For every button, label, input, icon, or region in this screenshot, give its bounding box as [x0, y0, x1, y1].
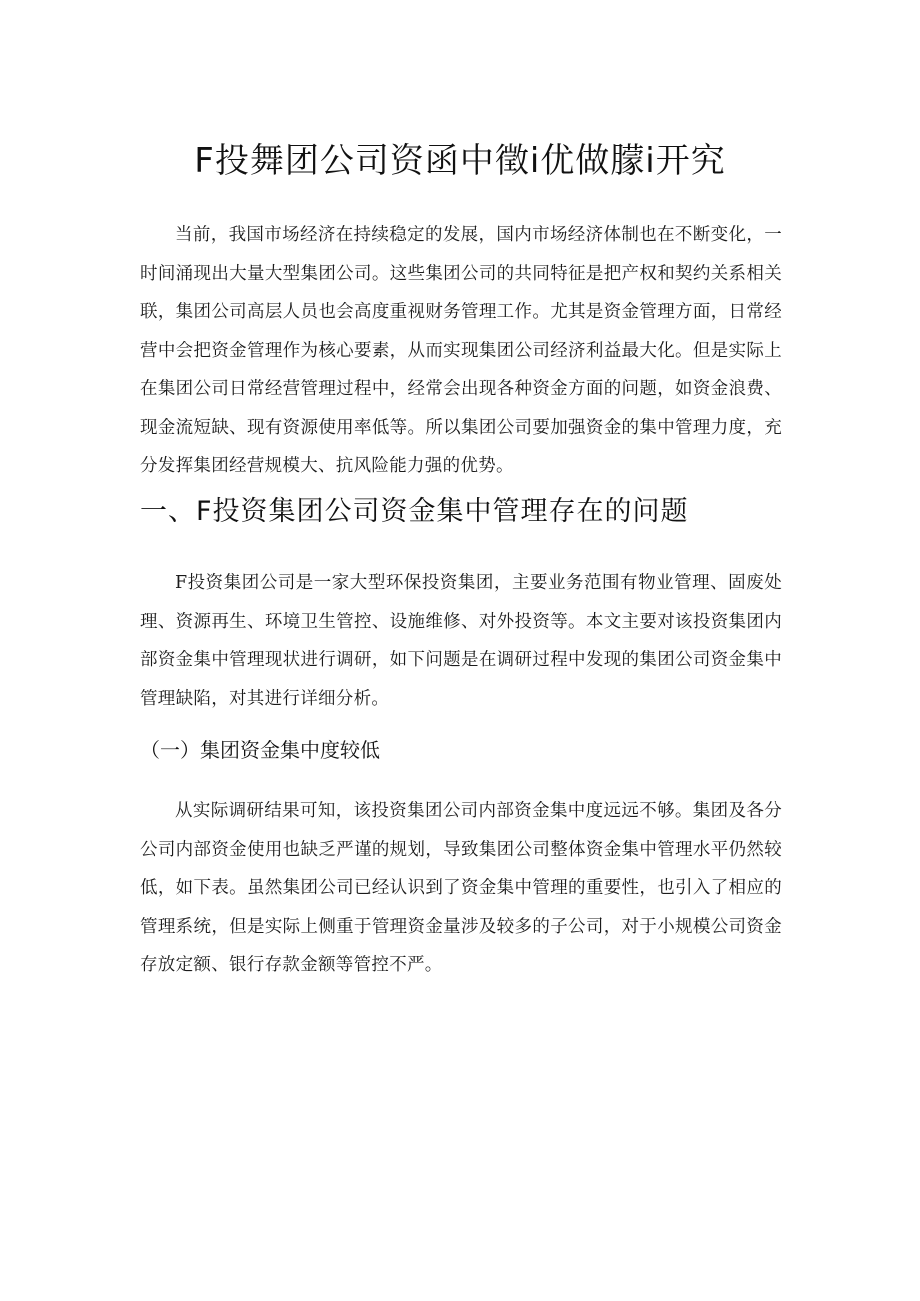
subsection-heading-1: （一）集团资金集中度较低: [140, 738, 380, 762]
section-heading-1: 一、F投资集团公司资金集中管理存在的问题: [140, 496, 689, 527]
document-title: F投舞团公司资函中徵i优做朦i开究: [194, 141, 726, 181]
section-1-paragraph: F投资集团公司是一家大型环保投资集团，主要业务范围有物业管理、固废处理、资源再生、环境卫生管控、设施维修、对外投资等。本文主要对该投资集团内部资金集中管理现状进行调研，如下问题是在调研过程中发现的集团公司资金集中管理缺陷，对其进行详细分析。: [140, 573, 782, 709]
intro-paragraph: 当前，我国市场经济在持续稳定的发展，国内市场经济体制也在不断变化，一时间涌现出大量大型集团公司。这些集团公司的共同特征是把产权和契约关系相关联，集团公司高层人员也会高度重视财务管理工作。尤其是资金管理方面，日常经营中会把资金管理作为核心要素，从而实现集团公司经济利益最大化。但是实际上在集团公司日常经营管理过程中，经常会出现各种资金方面的问题，如资金浪费、现金流短缺、现有资源使用率低等。所以集团公司要加强资金的集中管理力度，充分发挥集团经营规模大、抗风险能力强的优势。: [140, 225, 782, 476]
subsection-1-paragraph: 从实际调研结果可知，该投资集团公司内部资金集中度远远不够。集团及各分公司内部资金使用也缺乏严谨的规划，导致集团公司整体资金集中管理水平仍然较低，如下表。虽然集团公司已经认识到了资金集中管理的重要性，也引入了相应的管理系统，但是实际上侧重于管理资金量涉及较多的子公司，对于小规模公司资金存放定额、银行存款金额等管控不严。: [140, 801, 782, 975]
